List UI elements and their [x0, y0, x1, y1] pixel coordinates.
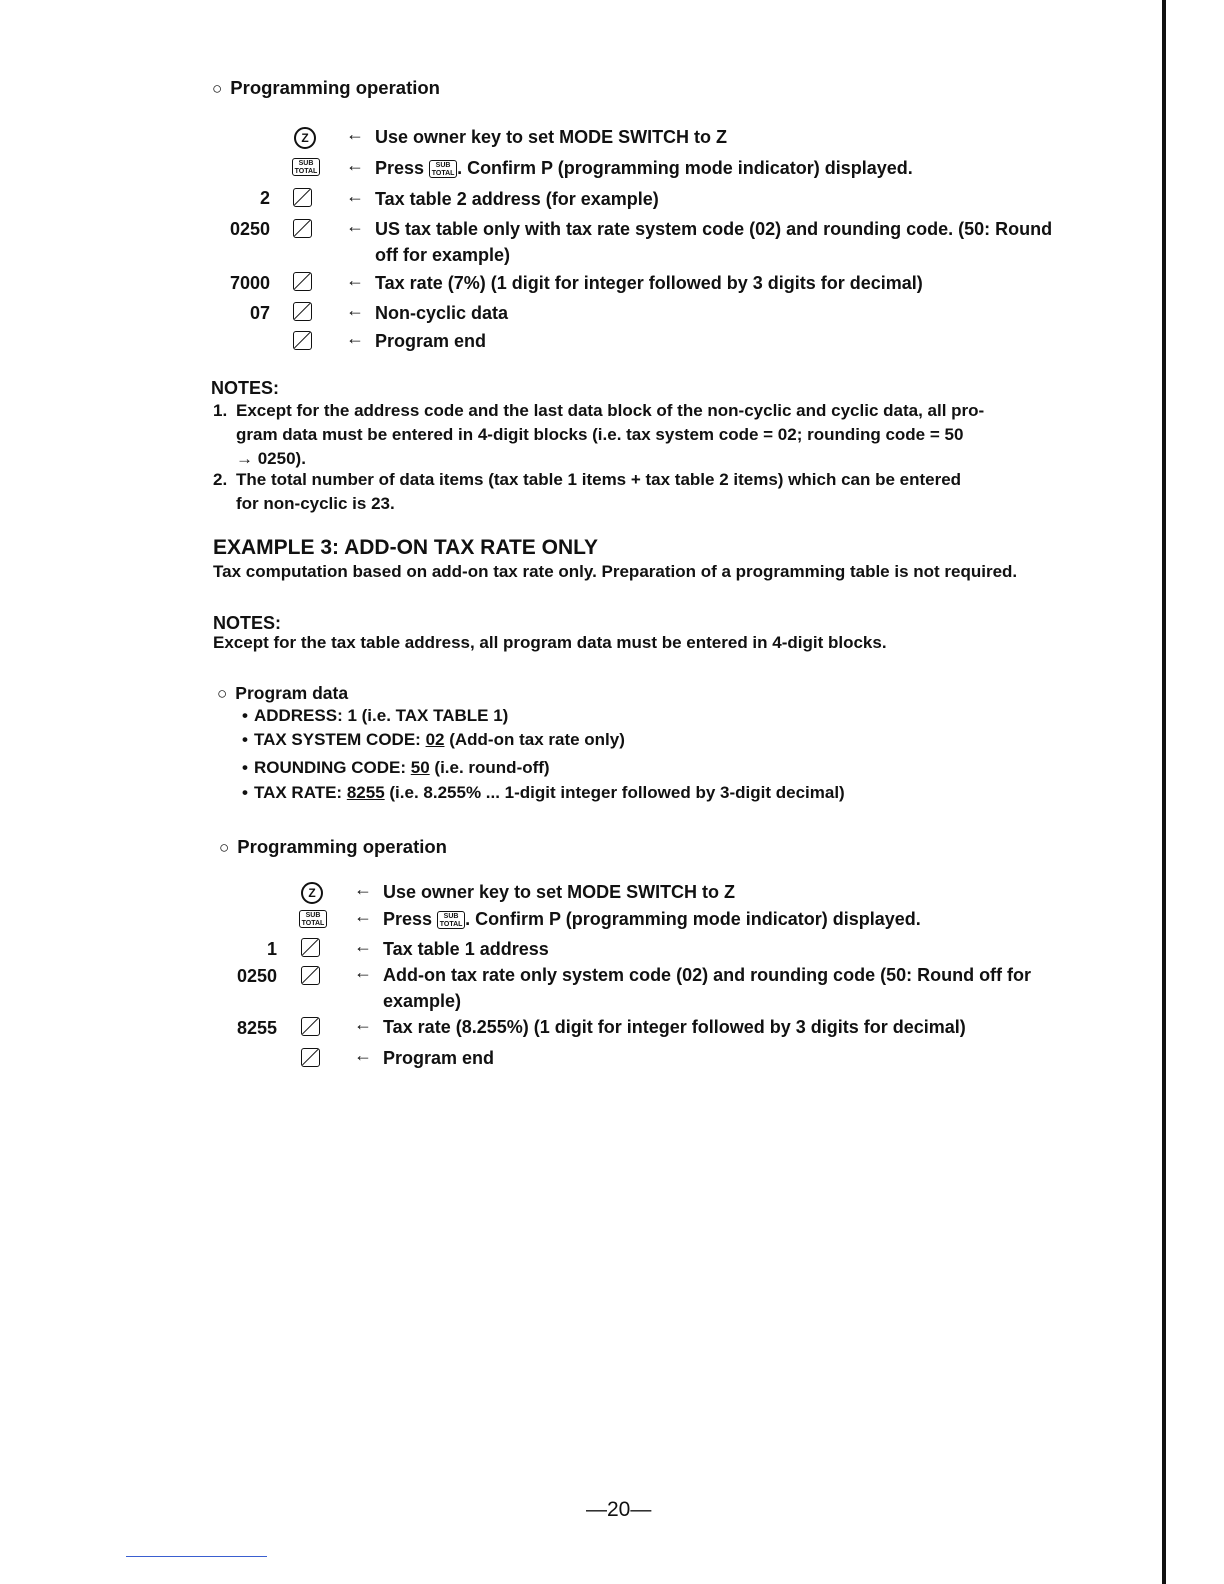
program-data-item	[242, 783, 845, 803]
notes-title: NOTES:	[211, 378, 280, 398]
step-desc: Tax rate (7%) (1 digit for integer followed by 3 digits for decimal)	[375, 273, 923, 293]
ns-key-icon	[301, 966, 320, 990]
note-item	[213, 399, 1093, 471]
step-row	[0, 962, 1150, 1018]
step-number: 8255	[236, 1018, 277, 1038]
footer-rule	[126, 1556, 267, 1557]
page-edge-bar	[1162, 0, 1166, 1584]
step-desc: Tax table 1 address	[383, 939, 549, 959]
program-data-label: ADDRESS: 1 (i.e. TAX TABLE 1)	[253, 706, 509, 725]
note-line: The total number of data items (tax table 1 items + tax table 2 items) which can be entered	[236, 470, 962, 489]
program-data-value: 02	[425, 730, 445, 749]
step-row	[0, 1045, 1150, 1073]
step-number: 7000	[229, 273, 270, 293]
step-row	[0, 155, 1150, 183]
program-data-note: (Add-on tax rate only)	[449, 730, 625, 749]
ns-key-icon	[301, 1048, 320, 1072]
arrow-left-icon: ←	[346, 270, 364, 290]
note-item	[213, 468, 1093, 516]
notes-text: Except for the tax table address, all program data must be entered in 4-digit blocks.	[213, 633, 887, 652]
ns-key-icon	[293, 272, 312, 296]
section2-heading-text: Programming operation	[237, 836, 447, 857]
section2-heading	[219, 836, 447, 858]
arrow-left-icon: ←	[354, 906, 372, 926]
arrow-left-icon: ←	[346, 216, 364, 236]
step-row	[0, 186, 1150, 214]
program-data-note: (i.e. round-off)	[434, 758, 550, 777]
step-row	[0, 906, 1150, 934]
step-number: 0250	[236, 966, 277, 986]
section1-heading	[212, 77, 440, 99]
step-number: 2	[259, 188, 270, 208]
step-row	[0, 216, 1150, 272]
arrow-left-icon: ←	[354, 879, 372, 899]
step-desc: Add-on tax rate only system code (02) and rounding code (50: Round off for	[383, 965, 1032, 985]
subtotal-key-icon: SUB TOTAL	[437, 911, 465, 929]
page-number: —20—	[586, 1498, 652, 1521]
arrow-left-icon: ←	[346, 155, 364, 175]
arrow-left-icon: ←	[354, 1045, 372, 1065]
note-line: → 0250).	[236, 449, 306, 468]
step-row	[0, 270, 1150, 298]
program-data-item	[242, 758, 550, 778]
note-number: 2.	[213, 470, 228, 489]
step-desc: Use owner key to set MODE SWITCH to Z	[375, 127, 728, 147]
ns-key-icon	[293, 188, 312, 212]
program-data-label: TAX RATE:	[253, 783, 343, 802]
step-desc-continued: off for example)	[375, 245, 511, 265]
ns-key-icon	[293, 302, 312, 326]
step-number: 07	[249, 303, 270, 323]
program-data-value: 50	[410, 758, 430, 777]
z-key-icon: Z	[301, 881, 323, 904]
program-data-note: (i.e. 8.255% ... 1-digit integer followed by 3-digit decimal)	[389, 783, 845, 802]
section1-heading-text: Programming operation	[230, 77, 440, 98]
program-data-heading	[217, 683, 348, 704]
step-desc: Tax rate (8.255%) (1 digit for integer followed by 3 digits for decimal)	[383, 1017, 966, 1037]
ns-key-icon	[301, 1017, 320, 1041]
subtotal-key-icon: SUB TOTAL	[299, 908, 327, 929]
step-row	[0, 879, 1150, 907]
note-number: 1.	[213, 401, 228, 420]
step-row	[0, 300, 1150, 328]
arrow-left-icon: ←	[354, 1014, 372, 1034]
step-desc: Program end	[383, 1048, 495, 1068]
step-desc: Press SUB TOTAL . Confirm P (programming mode indicator) displayed.	[383, 909, 921, 929]
example-title: EXAMPLE 3: ADD-ON TAX RATE ONLY	[213, 536, 599, 559]
subtotal-key-icon: SUB TOTAL	[429, 160, 457, 178]
arrow-left-icon: ←	[346, 328, 364, 348]
step-desc-continued: example)	[383, 991, 462, 1011]
note-line: for non-cyclic is 23.	[236, 494, 395, 513]
z-key-icon: Z	[294, 126, 316, 149]
arrow-left-icon: ←	[346, 300, 364, 320]
subtotal-key-icon: SUB TOTAL	[292, 156, 320, 177]
arrow-left-icon: ←	[346, 124, 364, 144]
step-desc: Non-cyclic data	[375, 303, 509, 323]
program-data-item	[242, 730, 625, 750]
step-desc: Press SUB TOTAL . Confirm P (programming mode indicator) displayed.	[375, 158, 913, 178]
step-row	[0, 124, 1150, 152]
step-desc: US tax table only with tax rate system code (02) and rounding code. (50: Round	[375, 219, 1053, 239]
notes-title: NOTES:	[213, 613, 282, 633]
note-line: Except for the address code and the last data block of the non-cyclic and cyclic data, all pro-	[236, 401, 985, 420]
arrow-left-icon: ←	[346, 186, 364, 206]
step-row	[0, 328, 1150, 356]
step-desc: Use owner key to set MODE SWITCH to Z	[383, 882, 736, 902]
program-data-label: ROUNDING CODE:	[253, 758, 407, 777]
step-row	[0, 936, 1150, 964]
program-data-item	[242, 706, 508, 726]
step-number: 1	[266, 939, 277, 959]
ns-key-icon	[293, 219, 312, 243]
arrow-left-icon: ←	[354, 962, 372, 982]
step-desc: Program end	[375, 331, 487, 351]
ns-key-icon	[293, 331, 312, 355]
step-number: 0250	[229, 219, 270, 239]
program-data-heading-text: Program data	[235, 683, 349, 703]
step-desc: Tax table 2 address (for example)	[375, 189, 659, 209]
ns-key-icon	[301, 938, 320, 962]
step-row	[0, 1014, 1150, 1042]
arrow-left-icon: ←	[354, 936, 372, 956]
program-data-value: 8255	[346, 783, 385, 802]
program-data-label: TAX SYSTEM CODE:	[253, 730, 421, 749]
example-desc: Tax computation based on add-on tax rate only. Preparation of a programming table is not required.	[213, 562, 1018, 581]
note-line: gram data must be entered in 4-digit blocks (i.e. tax system code = 02; rounding code = 50	[236, 425, 964, 444]
